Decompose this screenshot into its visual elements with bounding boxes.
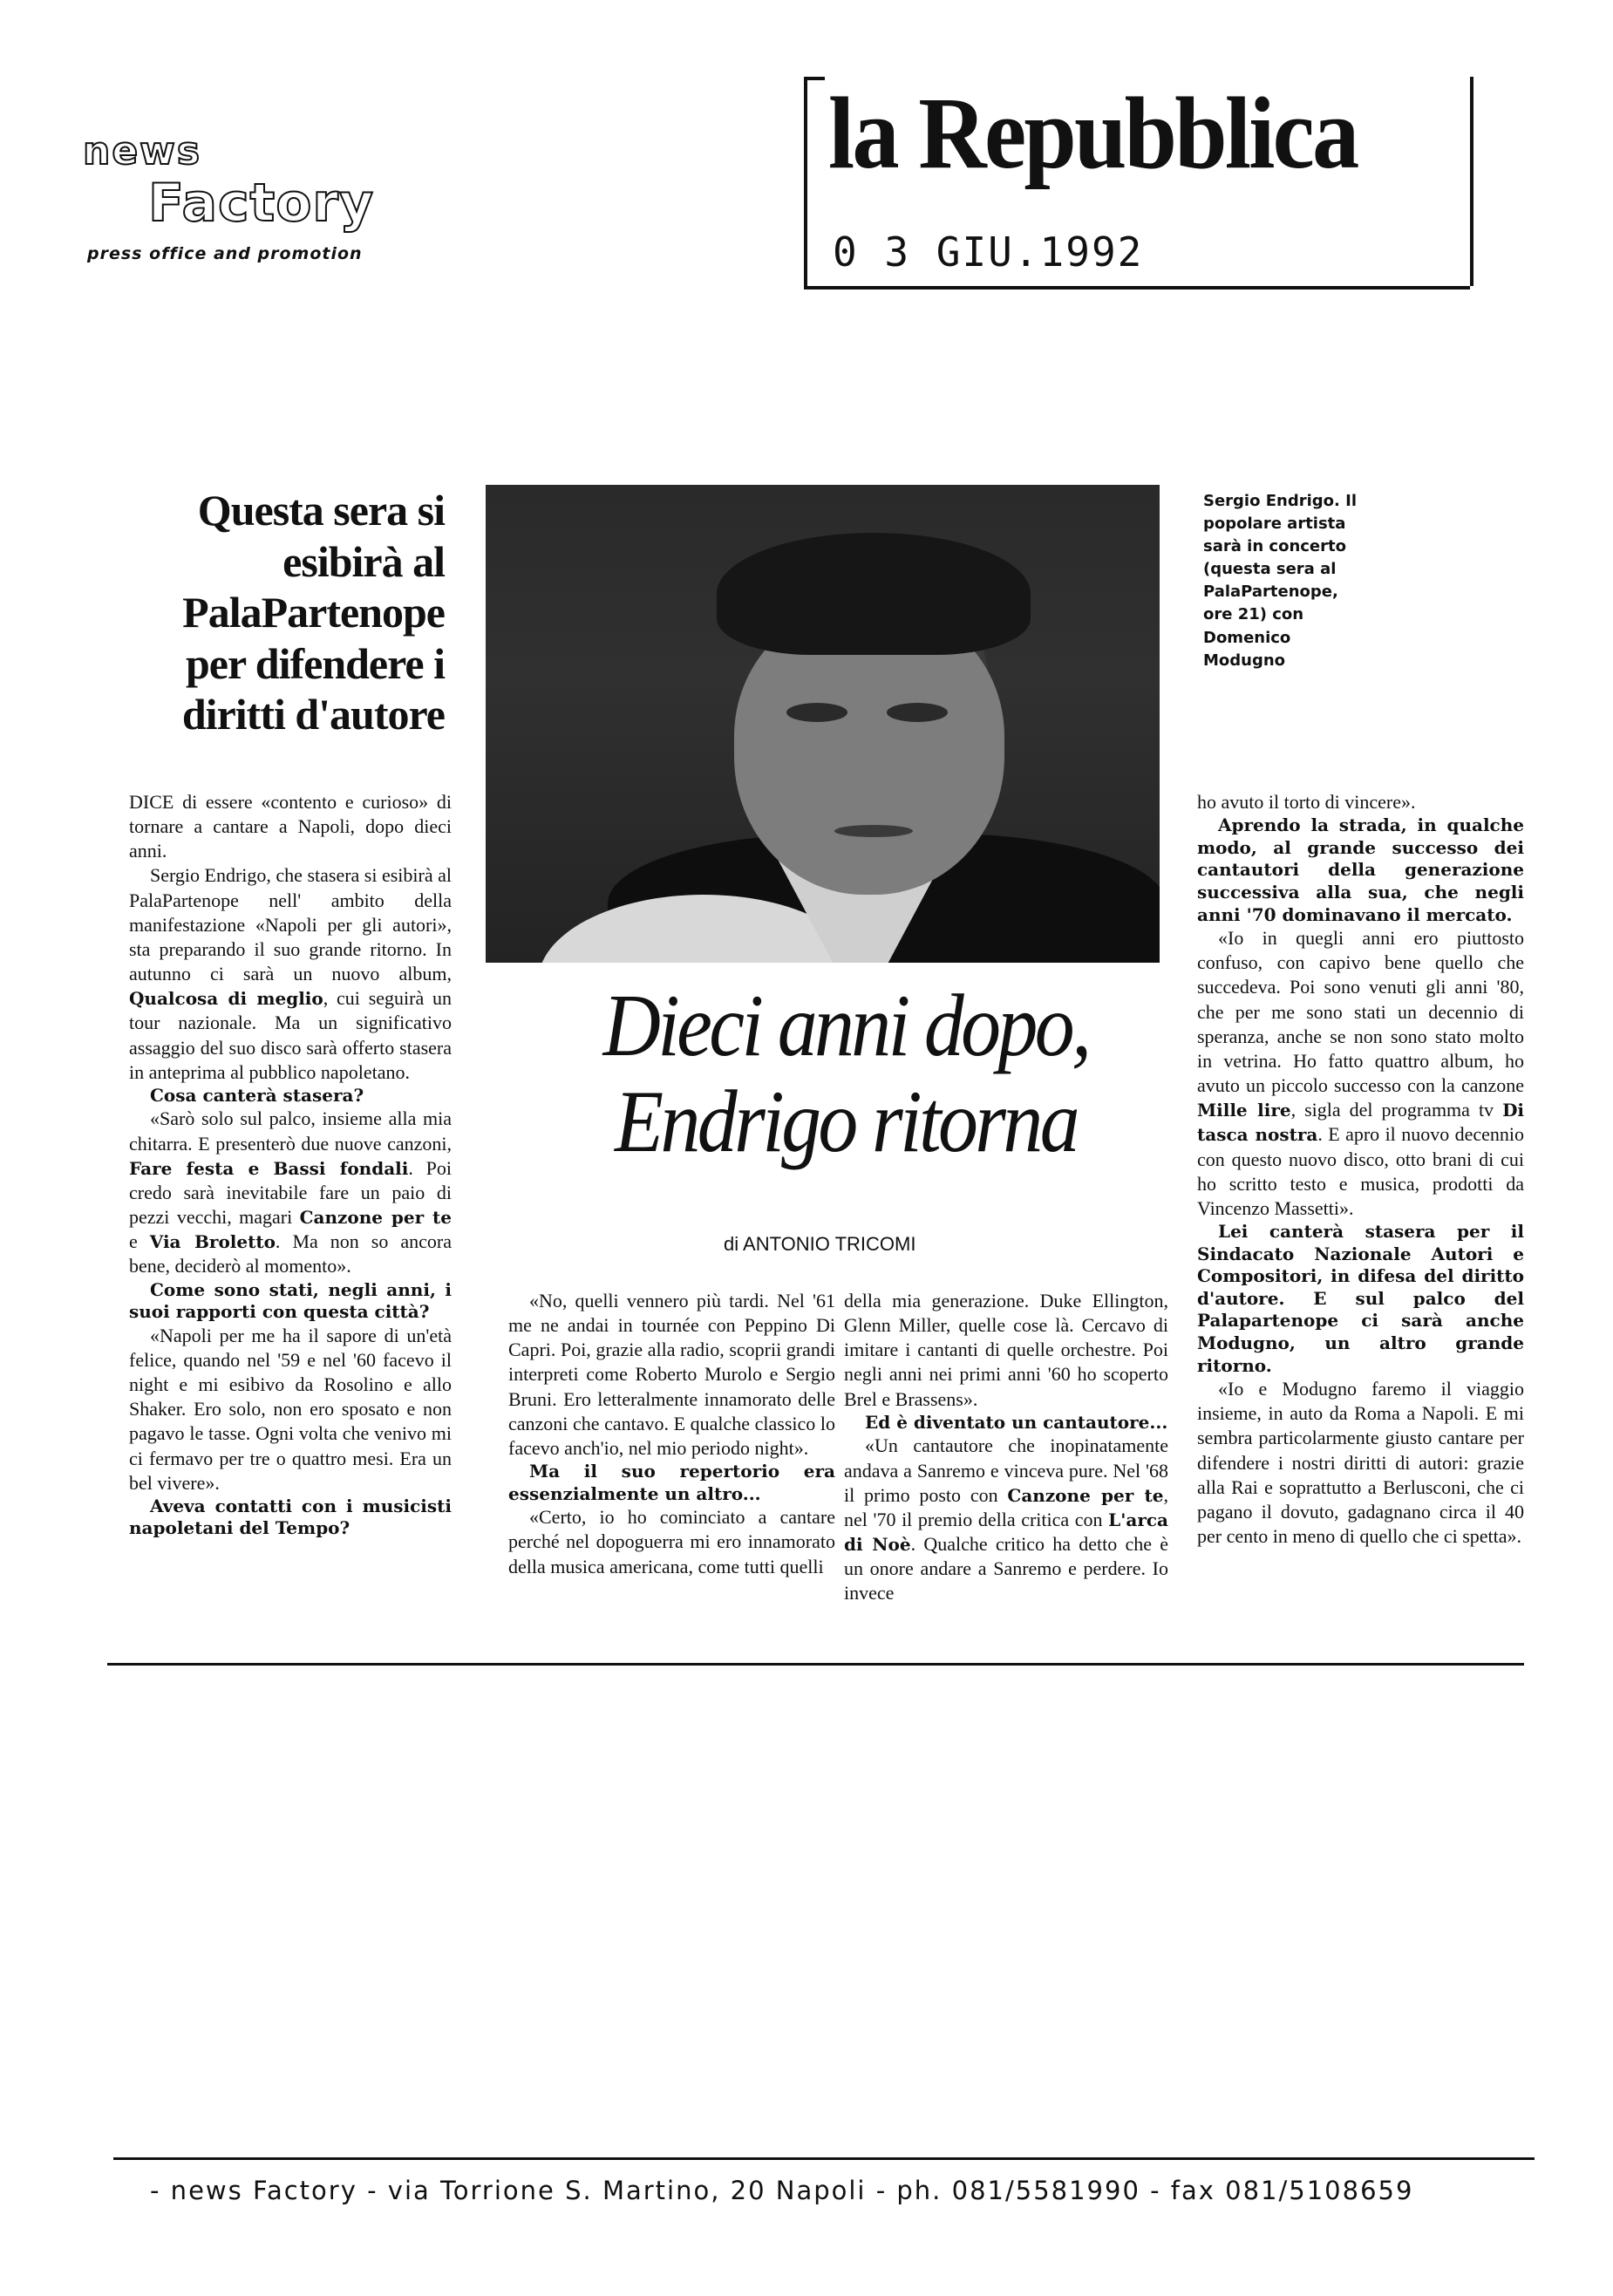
newspaper-masthead: la Repubblica bbox=[828, 76, 1358, 190]
article-column-2 bbox=[508, 1289, 835, 1579]
text-run: Sergio Endrigo, che stasera si esibirà al PalaPartenope nell' ambito della manifestazione «Napoli per gli autori», sta preparando il suo grande ritorno. In autunno ci sarà un nuovo album, bbox=[129, 864, 452, 985]
article-bottom-rule bbox=[107, 1663, 1524, 1666]
interview-question: Aveva contatti con i musicisti napoletani del Tempo? bbox=[129, 1495, 452, 1539]
interview-question: Come sono stati, negli anni, i suoi rapporti con questa città? bbox=[129, 1278, 452, 1323]
song-titles: Fare festa e Bassi fondali bbox=[129, 1157, 409, 1179]
interview-question: Ma il suo repertorio era essenzialmente un altro... bbox=[508, 1461, 835, 1504]
photo-eye-right bbox=[887, 703, 948, 722]
paragraph bbox=[1197, 926, 1524, 1221]
paragraph: «No, quelli vennero più tardi. Nel '61 me ne andai in tournée con Peppino Di Capri. Poi, grazie alla radio, scoprii grandi interpreti come Roberto Murolo e Sergio Bruni. Ero letteralmente innamorato delle canzoni che cantavo. E qualche classico lo facevo anch'io, nel mio periodo night». bbox=[508, 1290, 835, 1459]
stamp-top-rule bbox=[804, 77, 825, 80]
article-byline: di ANTONIO TRICOMI bbox=[724, 1233, 916, 1255]
song-title: Canzone per te bbox=[1007, 1484, 1164, 1506]
paragraph: «Napoli per me ha il sapore di un'età felice, quando nel '59 e nel '60 facevo il night e mi esibivo da Rosolino e allo Shaker. Ero solo, non ero sposato e non pagavo le tasse. Ogni volta che venivo mi ci fermavo per tre o quattro mesi. Era un bel vivere». bbox=[129, 1324, 452, 1494]
song-title: Via Broletto bbox=[149, 1231, 276, 1253]
date-stamp: 0 3 GIU.1992 bbox=[833, 228, 1144, 276]
interview-question: Aprendo la strada, in qualche modo, al grande successo dei cantautori della generazione successiva alla sua, che negli anni '70 dominavano il mercato. bbox=[1197, 814, 1524, 925]
headline-line-2: Endrigo ritorna bbox=[614, 1073, 1078, 1172]
article-column-3 bbox=[844, 1289, 1168, 1605]
paragraph bbox=[844, 1434, 1168, 1605]
text-run: «Un cantautore che inopinatamente andava a Sanremo e vinceva pure. Nel '68 il primo posto con bbox=[844, 1434, 1168, 1506]
paragraph: DICE di essere «contento e curioso» di tornare a cantare a Napoli, dopo dieci anni. bbox=[129, 791, 452, 862]
tv-program-title: Di tasca nostra bbox=[1197, 1100, 1525, 1146]
text-run: «Io in quegli anni ero piuttosto confuso, con capivo bene quello che succedeva. Poi sono venuti gli anni '80, che per me sono stati un decennio di speranza, anche se non sono stato molto in vetrina. Ho fatto quattro album, ho avuto un piccolo successo con la canzone bbox=[1197, 927, 1524, 1097]
paragraph: ho avuto il torto di vincere». bbox=[1197, 791, 1416, 813]
photo-mouth bbox=[834, 825, 913, 837]
stamp-bottom-rule bbox=[804, 286, 1470, 290]
text-run: . Ma non so ancora bene, deciderò al momento». bbox=[129, 1230, 453, 1277]
interview-question: Ed è diventato un cantautore... bbox=[865, 1411, 1168, 1433]
photo-eye-left bbox=[786, 703, 847, 722]
paragraph bbox=[129, 863, 452, 1084]
text-run: . E apro il nuovo decennio con questo nuovo disco, otto brani di cui ho scritto testo e musica, prodotti da Vincenzo Massetti». bbox=[1197, 1123, 1524, 1219]
paragraph bbox=[129, 1107, 452, 1278]
text-run: , nel '70 il premio della critica con bbox=[844, 1483, 1169, 1530]
text-run: , cui seguirà un tour nazionale. Ma un significativo assaggio del suo disco sarà offerto stasera in anteprima al pubblico napoletano. bbox=[129, 987, 453, 1083]
song-title: Mille lire bbox=[1197, 1100, 1291, 1121]
paragraph: «Certo, io ho cominciato a cantare perché nel dopoguerra mi ero innamorato della musica americana, come tutti quelli bbox=[508, 1506, 835, 1577]
text-run: «Sarò solo sul palco, insieme alla mia chitarra. E presenterò due nuove canzoni, bbox=[129, 1107, 452, 1155]
song-title: Canzone per te bbox=[299, 1207, 452, 1229]
photo-hair-shape bbox=[717, 533, 1031, 655]
agency-footer: - news Factory - via Torrione S. Martino, 20 Napoli - ph. 081/5581990 - fax 081/5108659 bbox=[150, 2176, 1414, 2205]
article-headline bbox=[548, 978, 1144, 1170]
interview-question: Lei canterà stasera per il Sindacato Nazionale Autori e Compositori, in difesa del diritto d'autore. E sul palco del Palapartenope ci sarà anche Modugno, un altro grande ritorno. bbox=[1197, 1221, 1524, 1376]
text-run: e bbox=[129, 1230, 150, 1253]
paragraph: della mia generazione. Duke Ellington, Glenn Miller, quelle cose là. Cercavo di imitare i cantanti di quelle orchestre. Poi negli anni nei primi anni '60 ho scoperto Brel e Brassens». bbox=[844, 1290, 1168, 1410]
agency-logo-factory: Factory bbox=[148, 173, 375, 234]
text-run: . Qualche critico ha detto che è un onore andare a Sanremo e perdere. Io invece bbox=[844, 1533, 1168, 1604]
article-column-4 bbox=[1197, 790, 1524, 1549]
photo-caption: Sergio Endrigo. Il popolare artista sarà in concerto (questa sera al PalaPartenope, ore 21) con Domenico Modugno bbox=[1203, 492, 1358, 670]
paragraph: «Io e Modugno faremo il viaggio insieme, in auto da Roma a Napoli. E mi sembra particolarmente giusto cantare per difendere i nostri diritti di autori: grazie alla Rai e soprattutto a Berlusconi, che ci pagano il dovuto, gadagnano circa il 40 per cento in meno di quello che ci spetta». bbox=[1197, 1378, 1524, 1548]
portrait-photo bbox=[486, 485, 1160, 963]
interview-question: Cosa canterà stasera? bbox=[150, 1084, 364, 1106]
text-run: . Poi credo sarà inevitabile fare un paio di pezzi vecchi, magari bbox=[129, 1156, 452, 1229]
song-title: L'arca di Noè bbox=[844, 1509, 1168, 1555]
album-title: Qualcosa di meglio bbox=[129, 988, 323, 1010]
text-run: , sigla del programma tv bbox=[1290, 1099, 1503, 1121]
agency-tagline: press office and promotion bbox=[87, 244, 363, 263]
footer-rule bbox=[113, 2157, 1535, 2160]
headline-line-1: Dieci anni dopo, bbox=[602, 977, 1089, 1075]
article-kicker: Questa sera si esibirà al PalaPartenope per difendere i diritti d'autore bbox=[181, 486, 445, 739]
agency-logo-news: news bbox=[83, 129, 202, 174]
article-column-1 bbox=[129, 790, 452, 1540]
